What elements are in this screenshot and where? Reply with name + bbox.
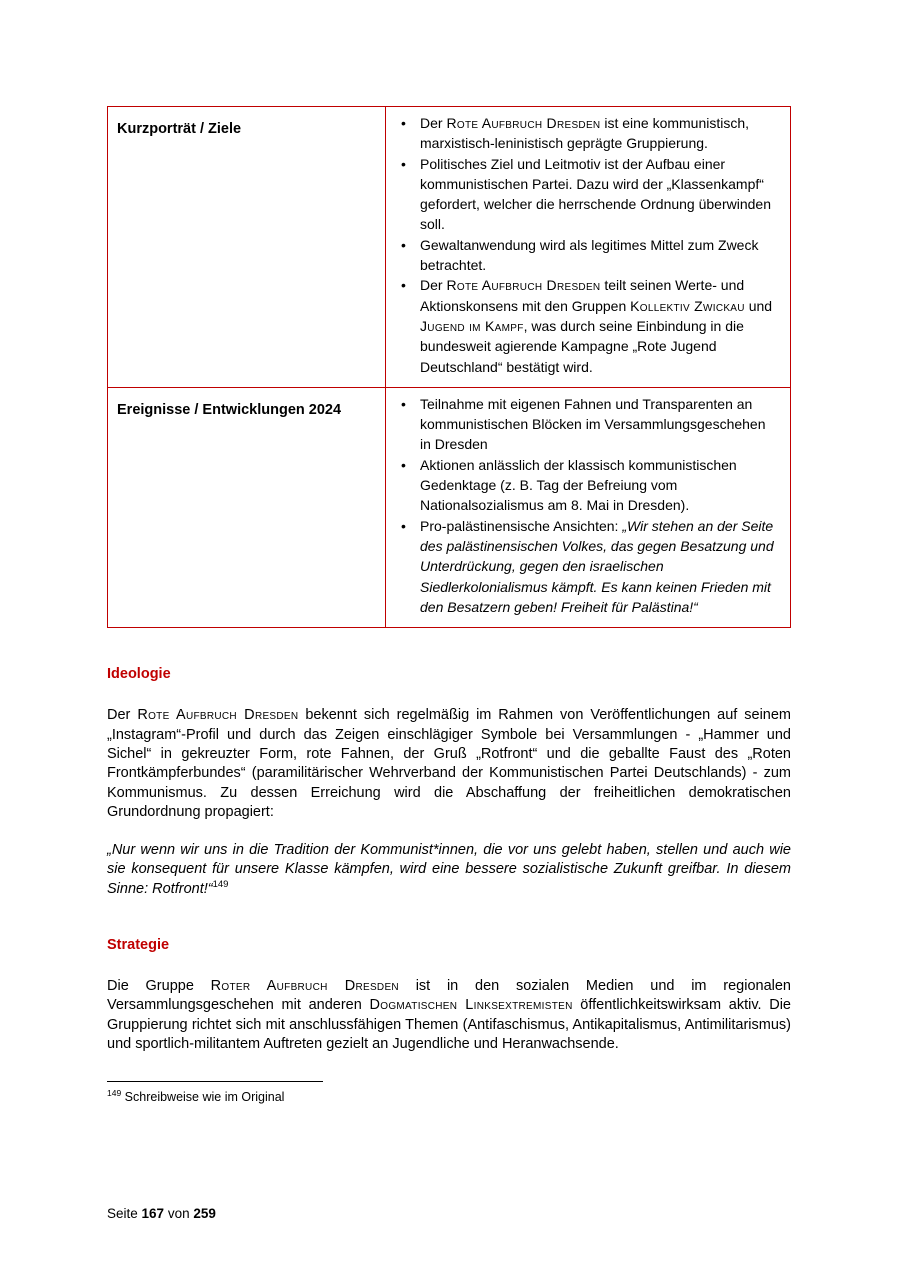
text-run: Teilnahme mit eigenen Fahnen und Transparenten an kommunistischen Blöcken im Versammlungsgeschehen in Dresden <box>420 395 766 453</box>
footnote-number: 149 <box>107 1087 122 1098</box>
org-name: Rote Aufbruch Dresden <box>137 707 299 724</box>
page-content <box>107 106 791 1105</box>
text-run: und <box>744 297 773 314</box>
bullet-item <box>394 235 780 276</box>
text-run: ist in den sozialen Medien und im regionalen Versammlungsgeschehen mit anderen <box>107 977 791 1014</box>
text-run: Der <box>107 707 138 724</box>
row-label-cell <box>108 107 386 388</box>
text-run: , was durch seine Einbindung in die bundesweit agierende Kampagne „Rote Jugend Deutschland“ bestätigt wird. <box>420 317 744 375</box>
row-label-cell <box>108 387 386 627</box>
bullet-item <box>394 516 780 617</box>
text-run: Gewaltanwendung wird als legitimes Mittel zum Zweck betrachtet. <box>420 236 759 274</box>
section-heading-strategie: Strategie <box>107 936 170 953</box>
row-label: Kurzporträt / Ziele <box>117 121 242 137</box>
bullet-list <box>394 394 780 617</box>
ideologie-paragraph <box>107 706 791 823</box>
text-run: Aktionen anlässlich der klassisch kommunistischen Gedenktage (z. B. Tag der Befreiung vom Nationalsozialismus am 8. Mai in Dresden). <box>420 456 737 514</box>
row-content-cell <box>386 107 791 388</box>
footer-middle: von <box>164 1206 194 1221</box>
org-name: Rote Aufbruch Dresden <box>446 277 601 294</box>
text-run: Pro-palästinensische Ansichten: <box>420 517 623 534</box>
bullet-item <box>394 455 780 516</box>
org-name: Jugend im Kampf <box>420 317 524 334</box>
bullet-item <box>394 113 780 154</box>
bullet-item <box>394 394 780 455</box>
footer-page-number: 167 <box>141 1206 165 1221</box>
table-row-kurzportraet <box>108 107 791 388</box>
ideologie-quote <box>107 841 791 899</box>
footnote <box>107 1089 791 1105</box>
text-run: öffentlichkeitswirksam aktiv. Die Gruppierung richtet sich mit anschlussfähigen Themen (Antifaschismus, Antikapitalismus, Antimilitarismus) und sportlich-militantem Auftreten gezielt an Jugendliche und Heranwachsende. <box>107 997 791 1053</box>
org-name: Roter Aufbruch Dresden <box>210 977 399 994</box>
bullet-item <box>394 275 780 376</box>
row-label: Ereignisse / Entwicklungen 2024 <box>117 401 342 418</box>
table-row-ereignisse <box>108 387 791 627</box>
page-footer <box>107 1206 216 1221</box>
text-run: bekennt sich regelmäßig im Rahmen von Veröffentlichungen auf seinem „Instagram“-Profil und durch das Zeigen einschlägiger Symbole bei Versammlungen - „Hammer und Sichel“ in gekreuzter Form, rote Fahnen, der Gruß „Rotfront“ und die geballte Faust des „Roten Frontkämpferbundes“ (paramilitärischer Wehrverband der Kommunistischen Partei Deutschlands) - zum Kommunismus. Zu dessen Erreichung wird die Abschaffung der freiheitlichen demokratischen Grundordnung propagiert: <box>107 707 791 821</box>
footer-prefix: Seite <box>107 1206 142 1221</box>
text-run: Der <box>420 115 447 131</box>
bullet-item <box>394 154 780 235</box>
text-run: Der <box>420 277 447 294</box>
row-content-cell <box>386 387 791 627</box>
text-run: ist eine kommunistisch, marxistisch-leninistisch geprägte Gruppierung. <box>420 115 750 152</box>
text-run: Politisches Ziel und Leitmotiv ist der Aufbau einer kommunistischen Partei. Dazu wird der „Klassenkampf“ gefordert, welcher die herrschende Ordnung überwinden soll. <box>420 155 771 233</box>
text-run: teilt seinen Werte- und Aktionskonsens mit den Gruppen <box>420 277 745 314</box>
quote-text: „Nur wenn wir uns in die Tradition der Kommunist*innen, die vor uns gelebt haben, stellen und auch wie sie konsequent für unsere Klasse kämpfen, wird eine bessere sozialistische Zukunft greifbar. In diesem Sinne: Rotfront!“ <box>107 841 791 897</box>
footer-total-pages: 259 <box>193 1206 216 1221</box>
quote-run: „Wir stehen an der Seite des palästinensischen Volkes, das gegen Besatzung und Unterdrückung, gegen den israelischen Siedlerkolonialismus kämpft. Es kann keinen Frieden mit den Besatzern geben! Freiheit für Palästina!“ <box>420 517 774 615</box>
section-heading-ideologie: Ideologie <box>107 666 171 683</box>
footnote-reference: 149 <box>212 878 229 890</box>
text-run: Die Gruppe <box>107 977 211 994</box>
bullet-list <box>394 113 780 377</box>
footnote-text: Schreibweise wie im Original <box>121 1089 285 1104</box>
info-table <box>107 106 791 628</box>
org-name: Kollektiv Zwickau <box>630 297 745 314</box>
strategie-paragraph <box>107 977 791 1055</box>
org-name: Rote Aufbruch Dresden <box>446 115 601 131</box>
footnote-divider <box>107 1081 323 1082</box>
org-name: Dogmatischen Linksextremisten <box>369 997 573 1014</box>
